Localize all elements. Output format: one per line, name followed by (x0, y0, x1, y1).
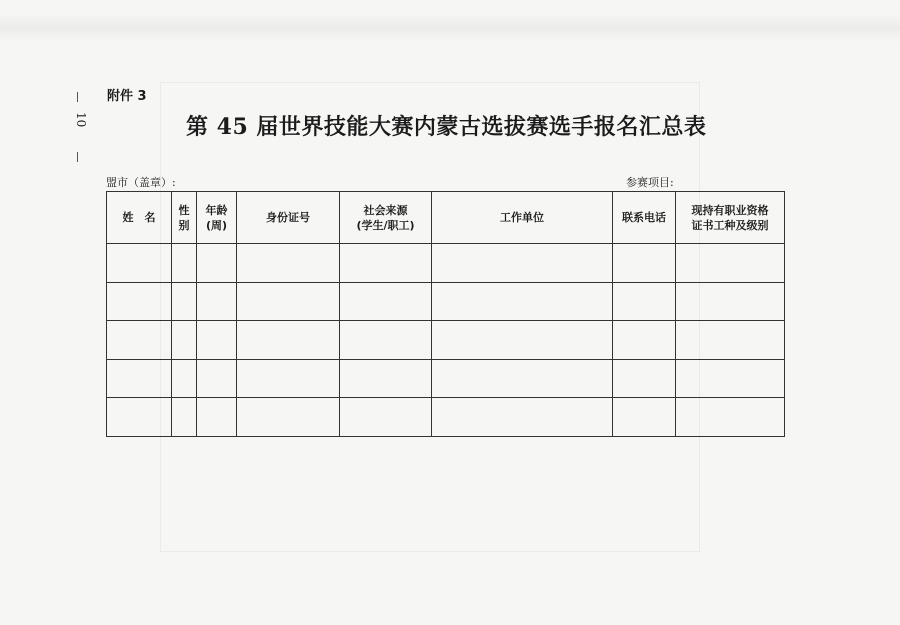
table-row (107, 359, 785, 398)
table-cell-social-source[interactable] (340, 244, 432, 283)
table-cell-work-unit[interactable] (432, 244, 613, 283)
table-cell-social-source[interactable] (340, 359, 432, 398)
table-cell-phone[interactable] (613, 359, 676, 398)
column-header-line: 身份证号 (266, 211, 310, 224)
table-cell-phone[interactable] (613, 244, 676, 283)
league-city-seal-label: 盟市（盖章）: (106, 176, 176, 189)
table-cell-age[interactable] (197, 282, 237, 321)
column-header-line: (周) (205, 218, 228, 232)
column-header-work-unit (432, 192, 613, 244)
column-header-age (197, 192, 237, 244)
registration-summary-table (106, 191, 785, 437)
table-cell-qualification[interactable] (676, 359, 785, 398)
table-row (107, 321, 785, 360)
table-cell-id-number[interactable] (237, 244, 340, 283)
column-header-qualification (676, 192, 785, 244)
table-cell-qualification[interactable] (676, 321, 785, 360)
table-cell-id-number[interactable] (237, 398, 340, 437)
table-cell-age[interactable] (197, 321, 237, 360)
table-cell-work-unit[interactable] (432, 321, 613, 360)
table-cell-name[interactable] (107, 321, 172, 360)
column-header-line: 证书工种及级别 (691, 218, 769, 232)
table-cell-phone[interactable] (613, 321, 676, 360)
column-header-line: 别 (178, 218, 190, 232)
table-cell-work-unit[interactable] (432, 359, 613, 398)
table-cell-qualification[interactable] (676, 398, 785, 437)
table-cell-age[interactable] (197, 244, 237, 283)
table-cell-age[interactable] (197, 359, 237, 398)
table-cell-social-source[interactable] (340, 282, 432, 321)
table-cell-gender[interactable] (172, 321, 197, 360)
table-header-row (107, 192, 785, 244)
table-row (107, 398, 785, 437)
column-header-name (107, 192, 172, 244)
table-cell-gender[interactable] (172, 398, 197, 437)
column-header-line: 年龄 (205, 203, 228, 217)
page-number-rule-top (77, 92, 78, 102)
column-header-phone (613, 192, 676, 244)
table-cell-phone[interactable] (613, 398, 676, 437)
table-cell-work-unit[interactable] (432, 282, 613, 321)
table-cell-social-source[interactable] (340, 321, 432, 360)
table-cell-gender[interactable] (172, 282, 197, 321)
table-cell-id-number[interactable] (237, 321, 340, 360)
table-cell-name[interactable] (107, 359, 172, 398)
table-cell-social-source[interactable] (340, 398, 432, 437)
table-cell-id-number[interactable] (237, 282, 340, 321)
page-number-rule-bottom (77, 152, 78, 162)
column-header-line: 性 (178, 203, 190, 217)
competition-event-label: 参赛项目: (626, 176, 674, 189)
table-body (107, 244, 785, 437)
column-header-id-number (237, 192, 340, 244)
column-header-line: 工作单位 (500, 211, 544, 224)
table-cell-phone[interactable] (613, 282, 676, 321)
column-header-social-source (340, 192, 432, 244)
page-title: 第 45 届世界技能大赛内蒙古选拔赛选手报名汇总表 (186, 114, 707, 140)
column-header-line: 联系电话 (622, 211, 666, 224)
table-row (107, 282, 785, 321)
table-cell-id-number[interactable] (237, 359, 340, 398)
table-cell-age[interactable] (197, 398, 237, 437)
table-cell-name[interactable] (107, 244, 172, 283)
table-cell-name[interactable] (107, 282, 172, 321)
table-cell-gender[interactable] (172, 359, 197, 398)
attachment-label: 附件 3 (107, 89, 147, 104)
table-row (107, 244, 785, 283)
table-cell-name[interactable] (107, 398, 172, 437)
page-number: 10 (74, 112, 88, 128)
column-header-gender (172, 192, 197, 244)
table-cell-work-unit[interactable] (432, 398, 613, 437)
column-header-line: (学生/职工) (356, 218, 415, 232)
table-cell-qualification[interactable] (676, 244, 785, 283)
table-cell-gender[interactable] (172, 244, 197, 283)
column-header-line: 社会来源 (363, 203, 408, 217)
column-header-line: 现持有职业资格 (691, 203, 769, 217)
column-header-line: 姓 名 (122, 211, 156, 224)
table-cell-qualification[interactable] (676, 282, 785, 321)
scan-shadow-band (0, 14, 900, 42)
